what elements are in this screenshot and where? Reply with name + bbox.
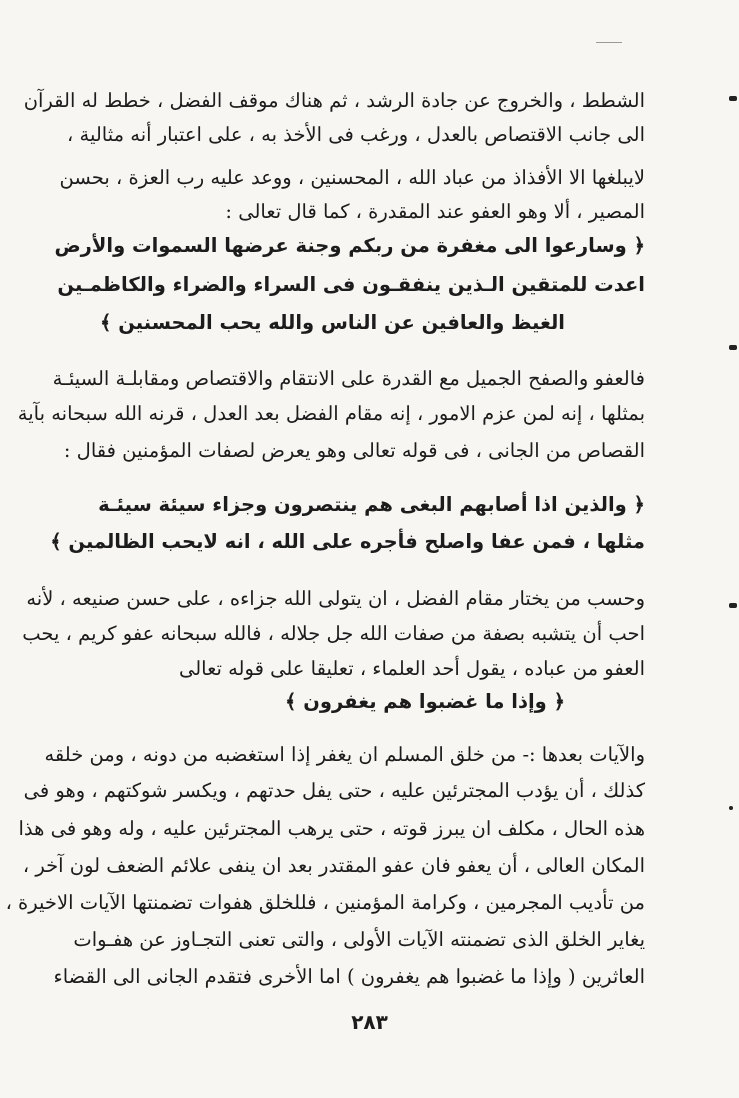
paragraph-2-line-2: بمثلها ، إنه لمن عزم الامور ، إنه مقام الفضل بعد العدل ، قرنه الله سبحانه بآية bbox=[17, 402, 645, 425]
paragraph-1-line-4: المصير ، ألا وهو العفو عند المقدرة ، كما قال تعالى : bbox=[225, 200, 645, 223]
paragraph-1-line-1: الشطط ، والخروج عن جادة الرشد ، ثم هناك موقف الفضل ، خطط له القرآن bbox=[23, 89, 645, 112]
margin-mark bbox=[729, 806, 733, 810]
paragraph-3-line-3: العفو من عباده ، يقول أحد العلماء ، تعليقا على قوله تعالى bbox=[178, 657, 645, 680]
paragraph-3-line-2: احب أن يتشبه بصفة من صفات الله جل جلاله ، فالله سبحانه عفو كريم ، يحب bbox=[22, 622, 645, 645]
paragraph-4-line-5: من تأديب المجرمين ، وكرامة المؤمنين ، فللخلق هفوات تضمنتها الآيات الاخيرة ، bbox=[5, 891, 645, 914]
paragraph-4-line-4: المكان العالى ، أن يعفو فان عفو المقتدر بعد ان ينفى علائم الضعف لون آخر ، bbox=[22, 854, 645, 877]
quran-verse-2-line-1: ﴿ والذين اذا أصابهم البغى هم ينتصرون وجزاء سيئة سيئـة bbox=[98, 493, 645, 516]
quran-verse-3: ﴿ وإذا ما غضبوا هم يغفرون ﴾ bbox=[285, 690, 565, 713]
scan-speck bbox=[596, 42, 622, 43]
paragraph-4-line-6: يغاير الخلق الذى تضمنته الآيات الأولى ، والتى تعنى التجـاوز عن هفـوات bbox=[73, 928, 645, 951]
paragraph-4-line-2: كذلك ، أن يؤدب المجترئين عليه ، حتى يفل حدتهم ، ويكسر شوكتهم ، وهو فى bbox=[23, 779, 645, 802]
page-number: ٢٨٣ bbox=[351, 1010, 388, 1034]
paragraph-4-line-3: هذه الحال ، مكلف ان يبرز قوته ، حتى يرهب المجترئين عليه ، وله وهو فى هذا bbox=[18, 817, 645, 840]
paragraph-2-line-1: فالعفو والصفح الجميل مع القدرة على الانتقام والاقتصاص ومقابلـة السيئـة bbox=[52, 367, 645, 390]
paragraph-4-line-7: العاثرين ( وإذا ما غضبوا هم يغفرون ) اما الأخرى فتقدم الجانى الى القضاء bbox=[53, 965, 645, 988]
quran-verse-1-line-3: الغيظ والعافين عن الناس والله يحب المحسنين ﴾ bbox=[100, 311, 565, 334]
paragraph-1-line-3: لايبلغها الا الأفذاذ من عباد الله ، المحسنين ، ووعد عليه رب العزة ، بحسن bbox=[59, 166, 645, 189]
quran-verse-2-line-2: مثلها ، فمن عفا واصلح فأجره على الله ، انه لايحب الظالمين ﴾ bbox=[50, 530, 645, 553]
paragraph-4-line-1: والآيات بعدها :- من خلق المسلم ان يغفر إذا استغضبه من دونه ، ومن خلقه bbox=[44, 743, 645, 766]
quran-verse-1-line-2: اعدت للمتقين الـذين ينفقـون فى السراء والضراء والكاظمـين bbox=[57, 273, 645, 296]
paragraph-1-line-2: الى جانب الاقتصاص بالعدل ، ورغب فى الأخذ به ، على اعتبار أنه مثالية ، bbox=[67, 123, 645, 146]
margin-mark bbox=[729, 345, 737, 350]
paragraph-2-line-3: القصاص من الجانى ، فى قوله تعالى وهو يعرض لصفات المؤمنين فقال : bbox=[63, 439, 645, 462]
quran-verse-1-line-1: ﴿ وسارعوا الى مغفرة من ربكم وجنة عرضها السموات والأرض bbox=[54, 234, 645, 257]
margin-mark bbox=[729, 96, 737, 101]
margin-mark bbox=[729, 603, 737, 608]
paragraph-3-line-1: وحسب من يختار مقام الفضل ، ان يتولى الله جزاءه ، على حسن صنيعه ، لأنه bbox=[26, 587, 645, 610]
